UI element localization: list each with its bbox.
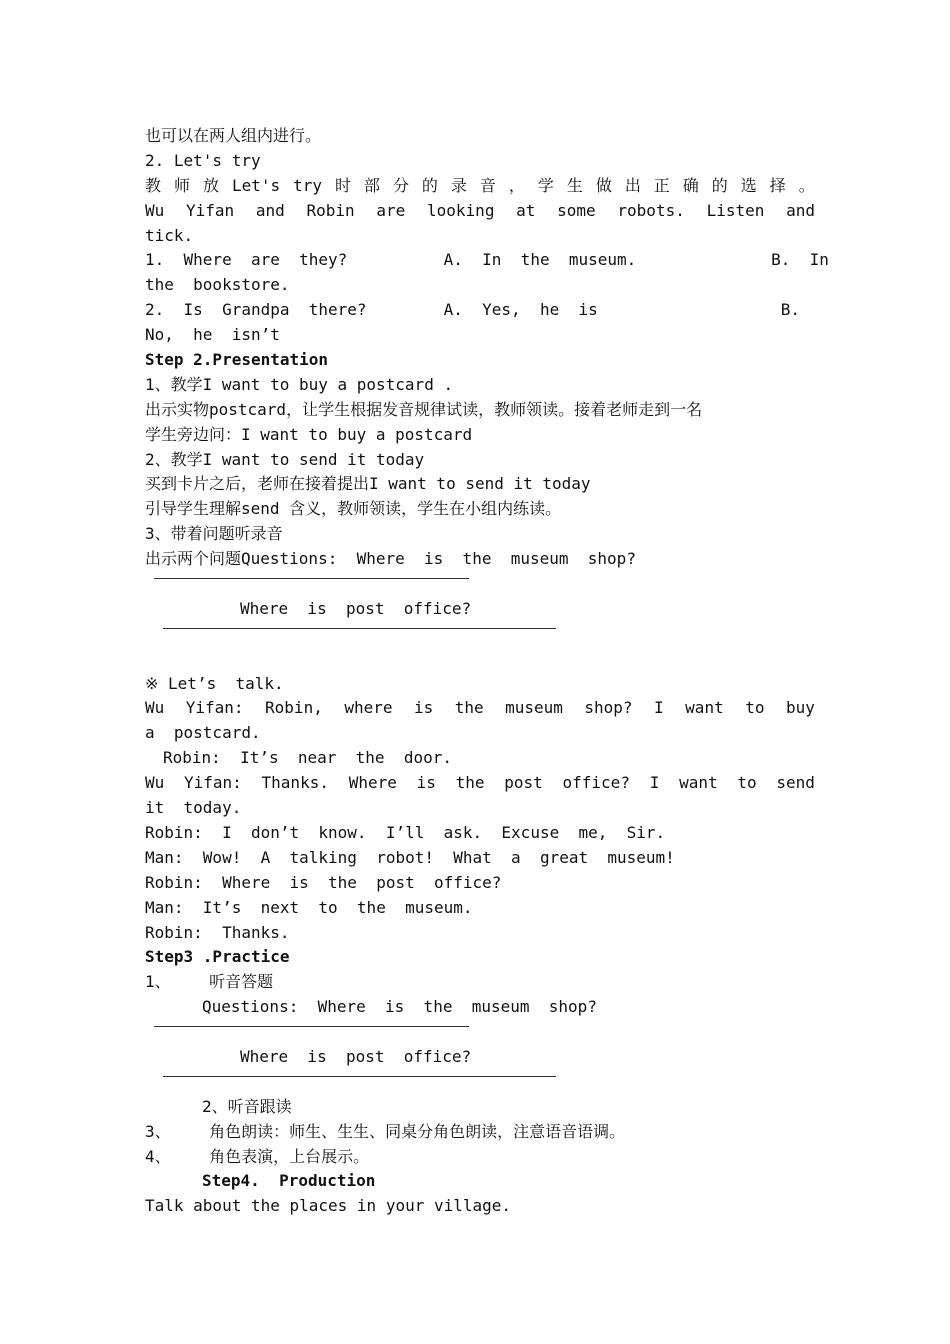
text-line: Man: It’s next to the museum.: [145, 897, 473, 917]
word: 选: [740, 175, 757, 195]
word: 学: [537, 175, 554, 195]
text-line: 出示实物postcard，让学生根据发音规律试读，教师领读。接着老师走到一名: [145, 399, 703, 419]
word: some: [557, 200, 596, 220]
word: Wu: [145, 698, 165, 718]
word: want: [685, 698, 724, 718]
document-page: [145, 124, 829, 1219]
text-line: 2. Let's try: [145, 150, 261, 170]
text-line: Questions: Where is the museum shop?: [202, 997, 597, 1017]
text-line: Man: Wow! A talking robot! What a great museum!: [145, 847, 675, 867]
word: 分: [392, 175, 409, 195]
word: post: [504, 773, 543, 793]
text-line: Where is post office?: [240, 598, 472, 618]
word: Let's: [231, 175, 281, 195]
word: ，: [508, 175, 525, 195]
word: Wu: [145, 200, 165, 220]
word: shop?: [584, 698, 633, 718]
word: and: [786, 200, 815, 220]
text-line: No, he isn’t: [145, 325, 280, 345]
answer-blank-line: [145, 1070, 815, 1095]
text-line: Robin: Thanks.: [145, 922, 290, 942]
answer-blank-line: [145, 1020, 815, 1045]
word: looking: [427, 200, 495, 220]
section-heading: Step3 .Practice: [145, 947, 290, 967]
word: Robin,: [265, 698, 323, 718]
answer-blank-line: [145, 572, 815, 597]
text-line: Robin: It’s near the door.: [163, 748, 452, 768]
word: Yifan: [185, 200, 235, 220]
word: Yifan:: [184, 773, 242, 793]
word: try: [293, 175, 322, 195]
text-line: 2. Is Grandpa there? A. Yes, he is B.: [145, 300, 801, 320]
word: are: [376, 200, 406, 220]
word: where: [344, 698, 393, 718]
word: is: [413, 698, 434, 718]
word: Listen: [706, 200, 765, 220]
word: to: [737, 773, 757, 793]
word: 择: [769, 175, 786, 195]
text-line: 1、教学I want to buy a postcard .: [145, 374, 454, 394]
text-line: 4、 角色表演，上台展示。: [145, 1146, 370, 1166]
text-line: Robin: I don’t know. I’ll ask. Excuse me, Sir.: [145, 822, 666, 842]
text-line: a postcard.: [145, 723, 261, 743]
text-line: 3、 角色朗读：师生、生生、同桌分角色朗读，注意语音语调。: [145, 1121, 626, 1141]
text-line: tick.: [145, 225, 194, 245]
word: 做: [595, 175, 612, 195]
justified-line: [145, 696, 815, 721]
blank-line: [145, 647, 815, 672]
justified-line: [145, 174, 815, 199]
section-heading: Step 2.Presentation: [145, 350, 329, 370]
word: 正: [653, 175, 670, 195]
text-line: 3、带着问题听录音: [145, 524, 283, 544]
text-line: 1、 听音答题: [145, 972, 274, 992]
word: and: [255, 200, 285, 220]
word: 。: [798, 175, 815, 195]
word: 部: [363, 175, 380, 195]
justified-line: [145, 199, 815, 224]
section-heading: Step4. Production: [202, 1171, 376, 1191]
word: 确: [682, 175, 699, 195]
word: office?: [562, 773, 630, 793]
text-line: 买到卡片之后，老师在接着提出I want to send it today: [145, 474, 591, 494]
word: Robin: [306, 200, 355, 220]
word: I: [649, 773, 660, 793]
word: Thanks.: [261, 773, 329, 793]
word: I: [654, 698, 664, 718]
word: 时: [334, 175, 351, 195]
text-line: 2、听音跟读: [202, 1096, 292, 1116]
word: museum: [505, 698, 563, 718]
text-line: 1. Where are they? A. In the museum. B. In: [145, 250, 829, 270]
text-line: Talk about the places in your village.: [145, 1196, 512, 1216]
word: 教: [145, 175, 162, 195]
word: the: [455, 773, 485, 793]
word: buy: [785, 698, 815, 718]
word: to: [745, 698, 765, 718]
word: the: [454, 698, 484, 718]
word: 放: [202, 175, 219, 195]
word: 录: [450, 175, 467, 195]
word: 的: [711, 175, 728, 195]
word: 生: [566, 175, 583, 195]
text-line: 也可以在两人组内进行。: [145, 126, 322, 145]
text-line: Where is post office?: [240, 1046, 472, 1066]
word: 音: [479, 175, 496, 195]
word: Wu: [145, 773, 165, 793]
justified-line: [145, 771, 815, 796]
word: is: [416, 773, 436, 793]
word: at: [516, 200, 536, 220]
word: Where: [348, 773, 397, 793]
text-line: it today.: [145, 798, 242, 818]
text-line: 出示两个问题Questions: Where is the museum shop?: [145, 549, 636, 569]
text-line: the bookstore.: [145, 275, 290, 295]
text-line: ※ Let’s talk.: [145, 673, 284, 693]
word: Yifan:: [185, 698, 244, 718]
text-line: 学生旁边问：I want to buy a postcard: [145, 424, 473, 444]
word: send: [776, 773, 815, 793]
text-line: 引导学生理解send 含义，教师领读，学生在小组内练读。: [145, 499, 562, 519]
word: 的: [421, 175, 438, 195]
word: robots.: [617, 200, 685, 220]
text-line: Robin: Where is the post office?: [145, 872, 502, 892]
word: want: [679, 773, 718, 793]
word: 出: [624, 175, 641, 195]
text-line: 2、教学I want to send it today: [145, 449, 425, 469]
answer-blank-line: [145, 622, 815, 647]
word: 师: [173, 175, 190, 195]
